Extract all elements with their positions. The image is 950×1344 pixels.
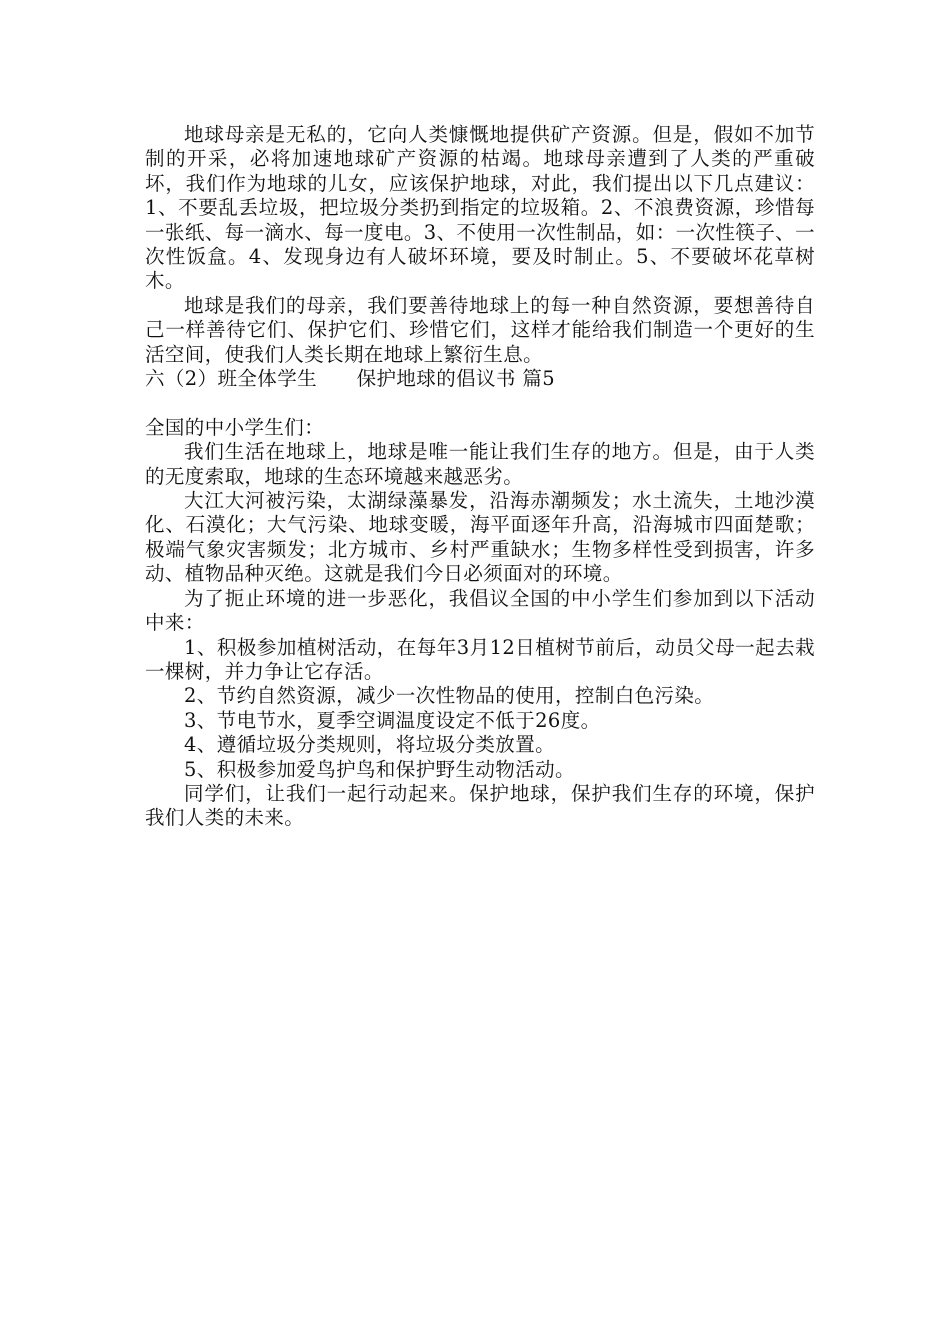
salutation: 全国的中小学生们：: [145, 415, 325, 439]
list-item-saving-resources: 2、节约自然资源，减少一次性物品的使用，控制白色污染。: [184, 684, 715, 708]
paragraph-closing: 同学们，让我们一起行动起来。保护地球，保护我们生存的环境，保护我们人类的未来。: [145, 781, 815, 830]
paragraph-proposal: 为了扼止环境的进一步恶化，我倡议全国的中小学生们参加到以下活动中来：: [145, 586, 815, 635]
document-page: [145, 123, 815, 831]
paragraph-pollution: 大江大河被污染，太湖绿藻暴发，沿海赤潮频发；水土流失，土地沙漠化、石漠化；大气污染、地球变暖，海平面逐年升高，沿海城市四面楚歌；极端气象灾害频发；北方城市、乡村严重缺水；生物多样性受到损害，许多动、植物品种灭绝。这就是我们今日必须面对的环境。: [145, 489, 815, 586]
list-item-planting: 1、积极参加植树活动，在每年3月12日植树节前后，动员父母一起去栽一棵树，并力争让它存活。: [145, 635, 815, 683]
blank-line: [145, 391, 815, 415]
paragraph-earth-mother: 地球母亲是无私的，它向人类慷慨地提供矿产资源。但是，假如不加节制的开采，必将加速地球矿产资源的枯竭。地球母亲遭到了人类的严重破坏，我们作为地球的儿女，应该保护地球，对此，我们提出以下几点建议：1、不要乱丢垃圾，把垃圾分类扔到指定的垃圾箱。2、不浪费资源，珍惜每一张纸、每一滴水、每一度电。3、不使用一次性制品，如：一次性筷子、一次性饭盒。4、发现身边有人破坏环境，要及时制止。5、不要破坏花草树木。: [145, 123, 815, 293]
signature-and-section-title: 六（2）班全体学生 保护地球的倡议书 篇5: [145, 367, 556, 391]
list-item-saving-power-water: 3、节电节水，夏季空调温度设定不低于26度。: [184, 708, 601, 732]
list-item-protect-birds: 5、积极参加爱鸟护鸟和保护野生动物活动。: [184, 757, 575, 781]
paragraph-earth-resources: 地球是我们的母亲，我们要善待地球上的每一种自然资源，要想善待自己一样善待它们、保护它们、珍惜它们，这样才能给我们制造一个更好的生活空间，使我们人类长期在地球上繁衍生息。: [145, 293, 815, 366]
paragraph-living-on-earth: 我们生活在地球上，地球是唯一能让我们生存的地方。但是，由于人类的无度索取，地球的生态环境越来越恶劣。: [145, 440, 815, 488]
list-item-garbage-sorting: 4、遵循垃圾分类规则，将垃圾分类放置。: [184, 733, 556, 757]
